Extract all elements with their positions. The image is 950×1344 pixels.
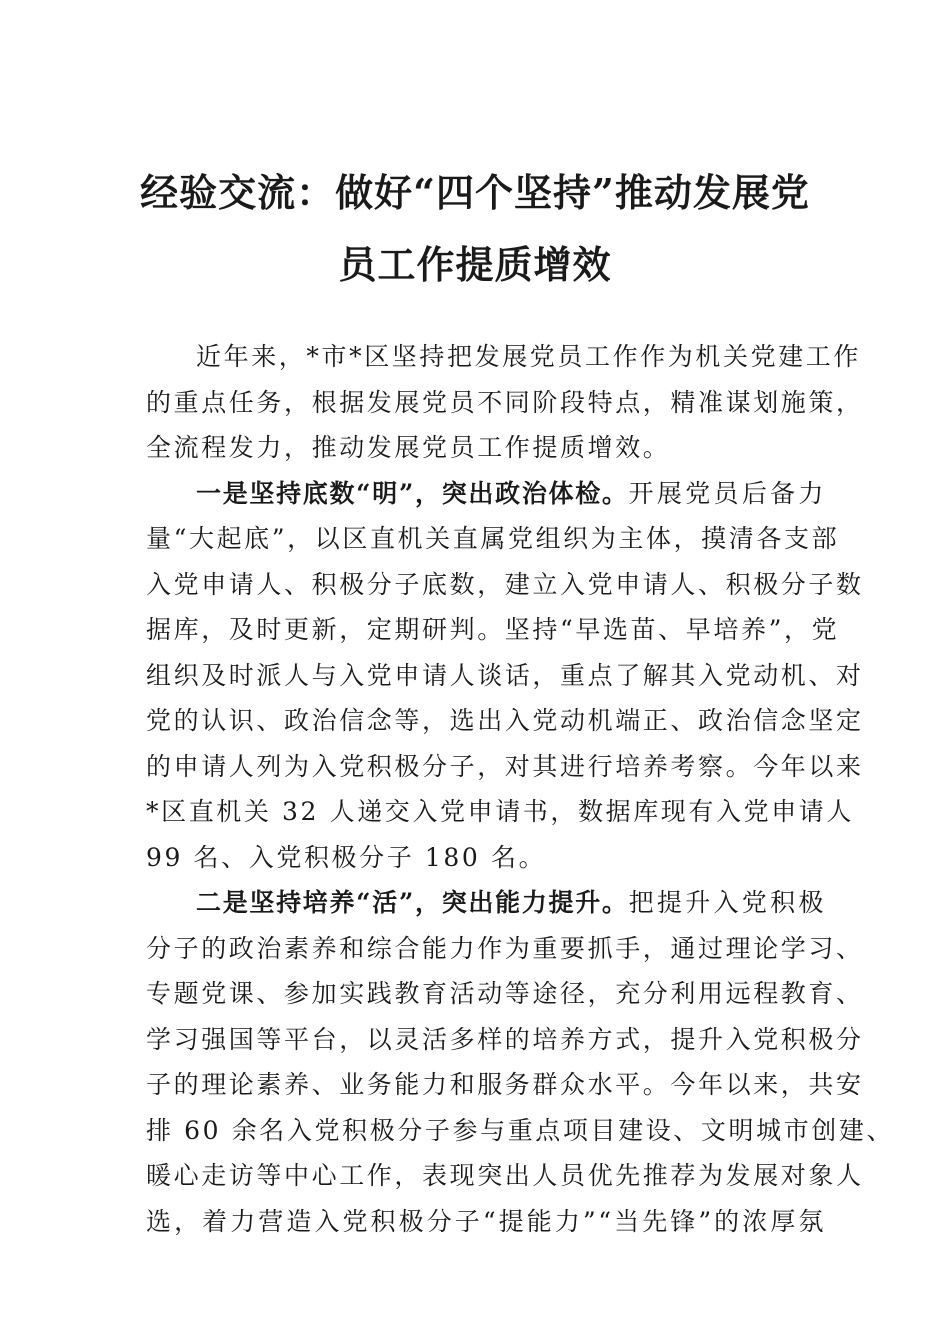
title-line-1: 经验交流：做好“四个坚持”推动发展党 (140, 170, 810, 215)
paragraph-line: 排 60 余名入党积极分子参与重点项目建设、文明城市创建、 (146, 1115, 895, 1145)
paragraph-line: 选，着力营造入党积极分子“提能力”“当先锋”的浓厚氛 (146, 1206, 826, 1236)
paragraph-line: 的重点任务，根据发展党员不同阶段特点，精准谋划施策， (146, 387, 864, 417)
title-line-2: 员工作提质增效 (338, 242, 612, 287)
paragraph-line: 全流程发力，推动发展党员工作提质增效。 (146, 433, 671, 462)
paragraph-line: 99 名、入党积极分子 180 名。 (146, 842, 547, 872)
paragraph-text: 把提升入党积极 (628, 888, 827, 917)
paragraph-line: 暖心走访等中心工作，表现突出人员优先推荐为发展对象人 (146, 1161, 864, 1190)
paragraph-line: 入党申请人、积极分子底数，建立入党申请人、积极分子数 (146, 569, 864, 599)
paragraph-intro (146, 334, 864, 471)
document-body (146, 334, 895, 1244)
paragraph-first-line (146, 471, 826, 517)
paragraph-line: 专题党课、参加实践教育活动等途径，充分利用远程教育、 (146, 979, 864, 1008)
paragraph-line: 子的理论素养、业务能力和服务群众水平。今年以来，共安 (146, 1070, 864, 1099)
paragraph-line: 组织及时派人与入党申请人谈话，重点了解其入党动机、对 (146, 660, 864, 690)
point-one-heading: 一是坚持底数“明”，突出政治体检。 (196, 478, 629, 508)
paragraph-line: 近年来，*市*区坚持把发展党员工作作为机关党建工作 (196, 342, 862, 371)
paragraph-line: 据库，及时更新，定期研判。坚持“早选苗、早培养”，党 (146, 615, 840, 644)
paragraph-line: 量“大起底”，以区直机关直属党组织为主体，摸清各支部 (146, 524, 840, 553)
paragraph-line: 学习强国等平台，以灵活多样的培养方式，提升入党积极分 (146, 1024, 864, 1054)
paragraph-line: 党的认识、政治信念等，选出入党动机端正、政治信念坚定 (146, 706, 864, 735)
paragraph-line: 的申请人列为入党积极分子，对其进行培养考察。今年以来 (146, 751, 864, 781)
document-title (100, 157, 850, 301)
paragraph-point-two (146, 880, 895, 1244)
paragraph-text: 开展党员后备力 (628, 478, 827, 508)
point-two-heading: 二是坚持培养“活”，突出能力提升。 (196, 888, 629, 917)
paragraph-first-line (146, 880, 826, 926)
paragraph-line: *区直机关 32 人递交入党申请书，数据库现有入党申请人 (146, 797, 855, 826)
paragraph-line: 分子的政治素养和综合能力作为重要抓手，通过理论学习、 (146, 933, 864, 963)
paragraph-point-one (146, 471, 864, 881)
